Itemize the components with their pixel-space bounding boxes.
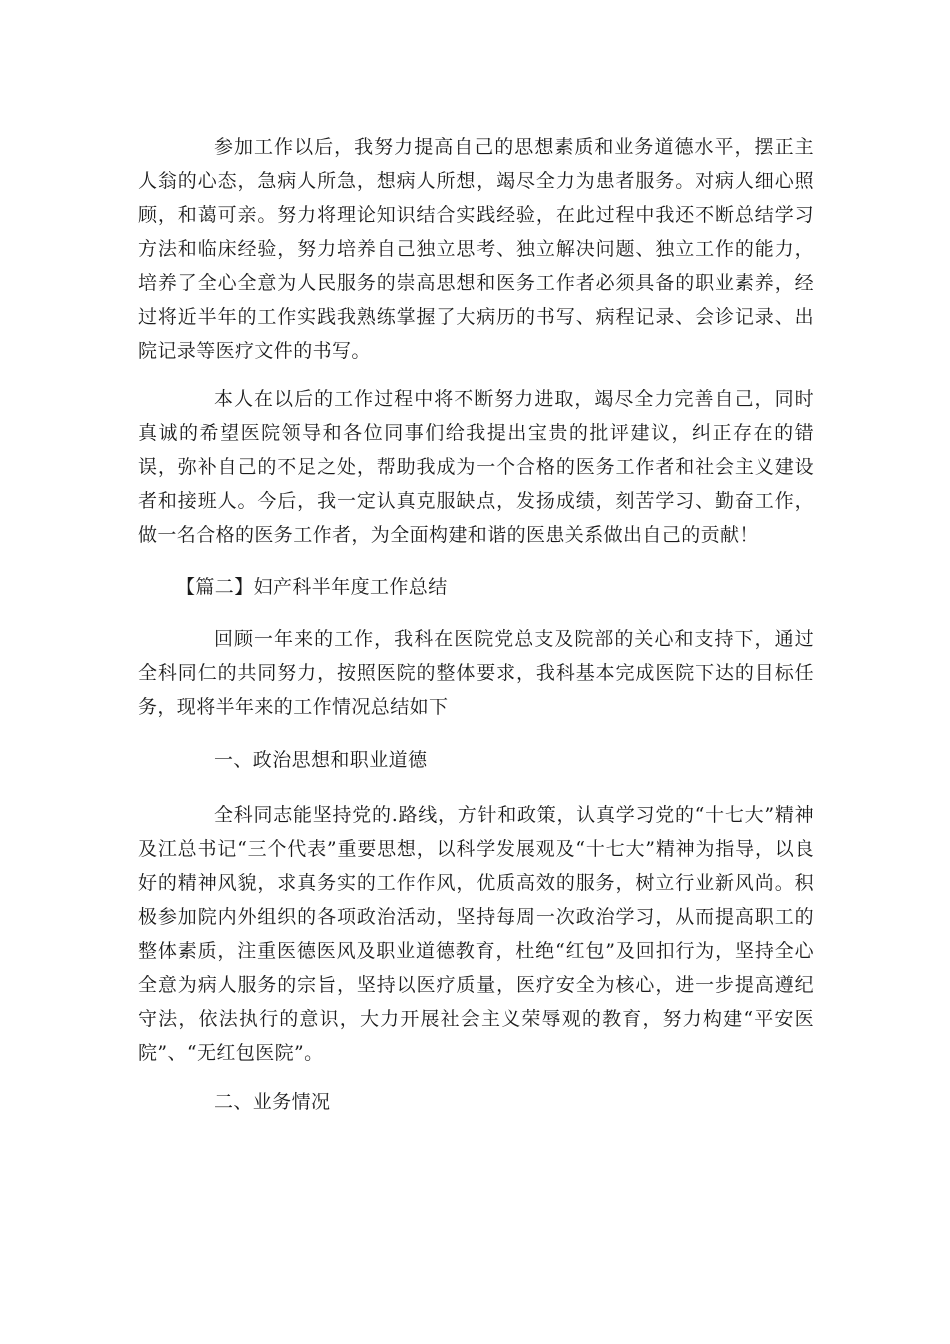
subheading-business: 二、业务情况	[214, 1091, 331, 1113]
paragraph-work-attitude: 参加工作以后，我努力提高自己的思想素质和业务道德水平，摆正主人翁的心态，急病人所急，想病人所想，竭尽全力为患者服务。对病人细心照顾，和蔼可亲。努力将理论知识结合实践经验，在此过程中我还不断总结学习方法和临床经验，努力培养自己独立思考、独立解决问题、独立工作的能力，培养了全心全意为人民服务的崇高思想和医务工作者必须具备的职业素养，经过将近半年的工作实践我熟练掌握了大病历的书写、病程记录、会诊记录、出院记录等医疗文件的书写。	[138, 136, 814, 362]
paragraph-political-ethics: 全科同志能坚持党的.路线，方针和政策，认真学习党的“十七大”精神及江总书记“三个代表”重要思想，以科学发展观及“十七大”精神为指导，以良好的精神风貌，求真务实的工作作风，优质高效的服务，树立行业新风尚。积极参加院内外组织的各项政治活动，坚持每周一次政治学习，从而提高职工的整体素质，注重医德医风及职业道德教育，杜绝“红包”及回扣行为，坚持全心全意为病人服务的宗旨，坚持以医疗质量，医疗安全为核心，进一步提高遵纪守法，依法执行的意识，大力开展社会主义荣辱观的教育，努力构建“平安医院”、“无红包医院”。	[138, 804, 814, 1064]
paragraph-year-review: 回顾一年来的工作，我科在医院党总支及院部的关心和支持下，通过全科同仁的共同努力，按照医院的整体要求，我科基本完成医院下达的目标任务，现将半年来的工作情况总结如下	[138, 628, 814, 718]
paragraph-future-commitment: 本人在以后的工作过程中将不断努力进取，竭尽全力完善自己，同时真诚的希望医院领导和各位同事们给我提出宝贵的批评建议，纠正存在的错误，弥补自己的不足之处，帮助我成为一个合格的医务工作者和社会主义建设者和接班人。今后，我一定认真克服缺点，发扬成绩，刻苦学习、勤奋工作，做一名合格的医务工作者，为全面构建和谐的医患关系做出自己的贡献！	[138, 388, 814, 546]
subheading-political-ethics: 一、政治思想和职业道德	[214, 749, 428, 771]
section-title: 【篇二】妇产科半年度工作总结	[176, 576, 448, 598]
